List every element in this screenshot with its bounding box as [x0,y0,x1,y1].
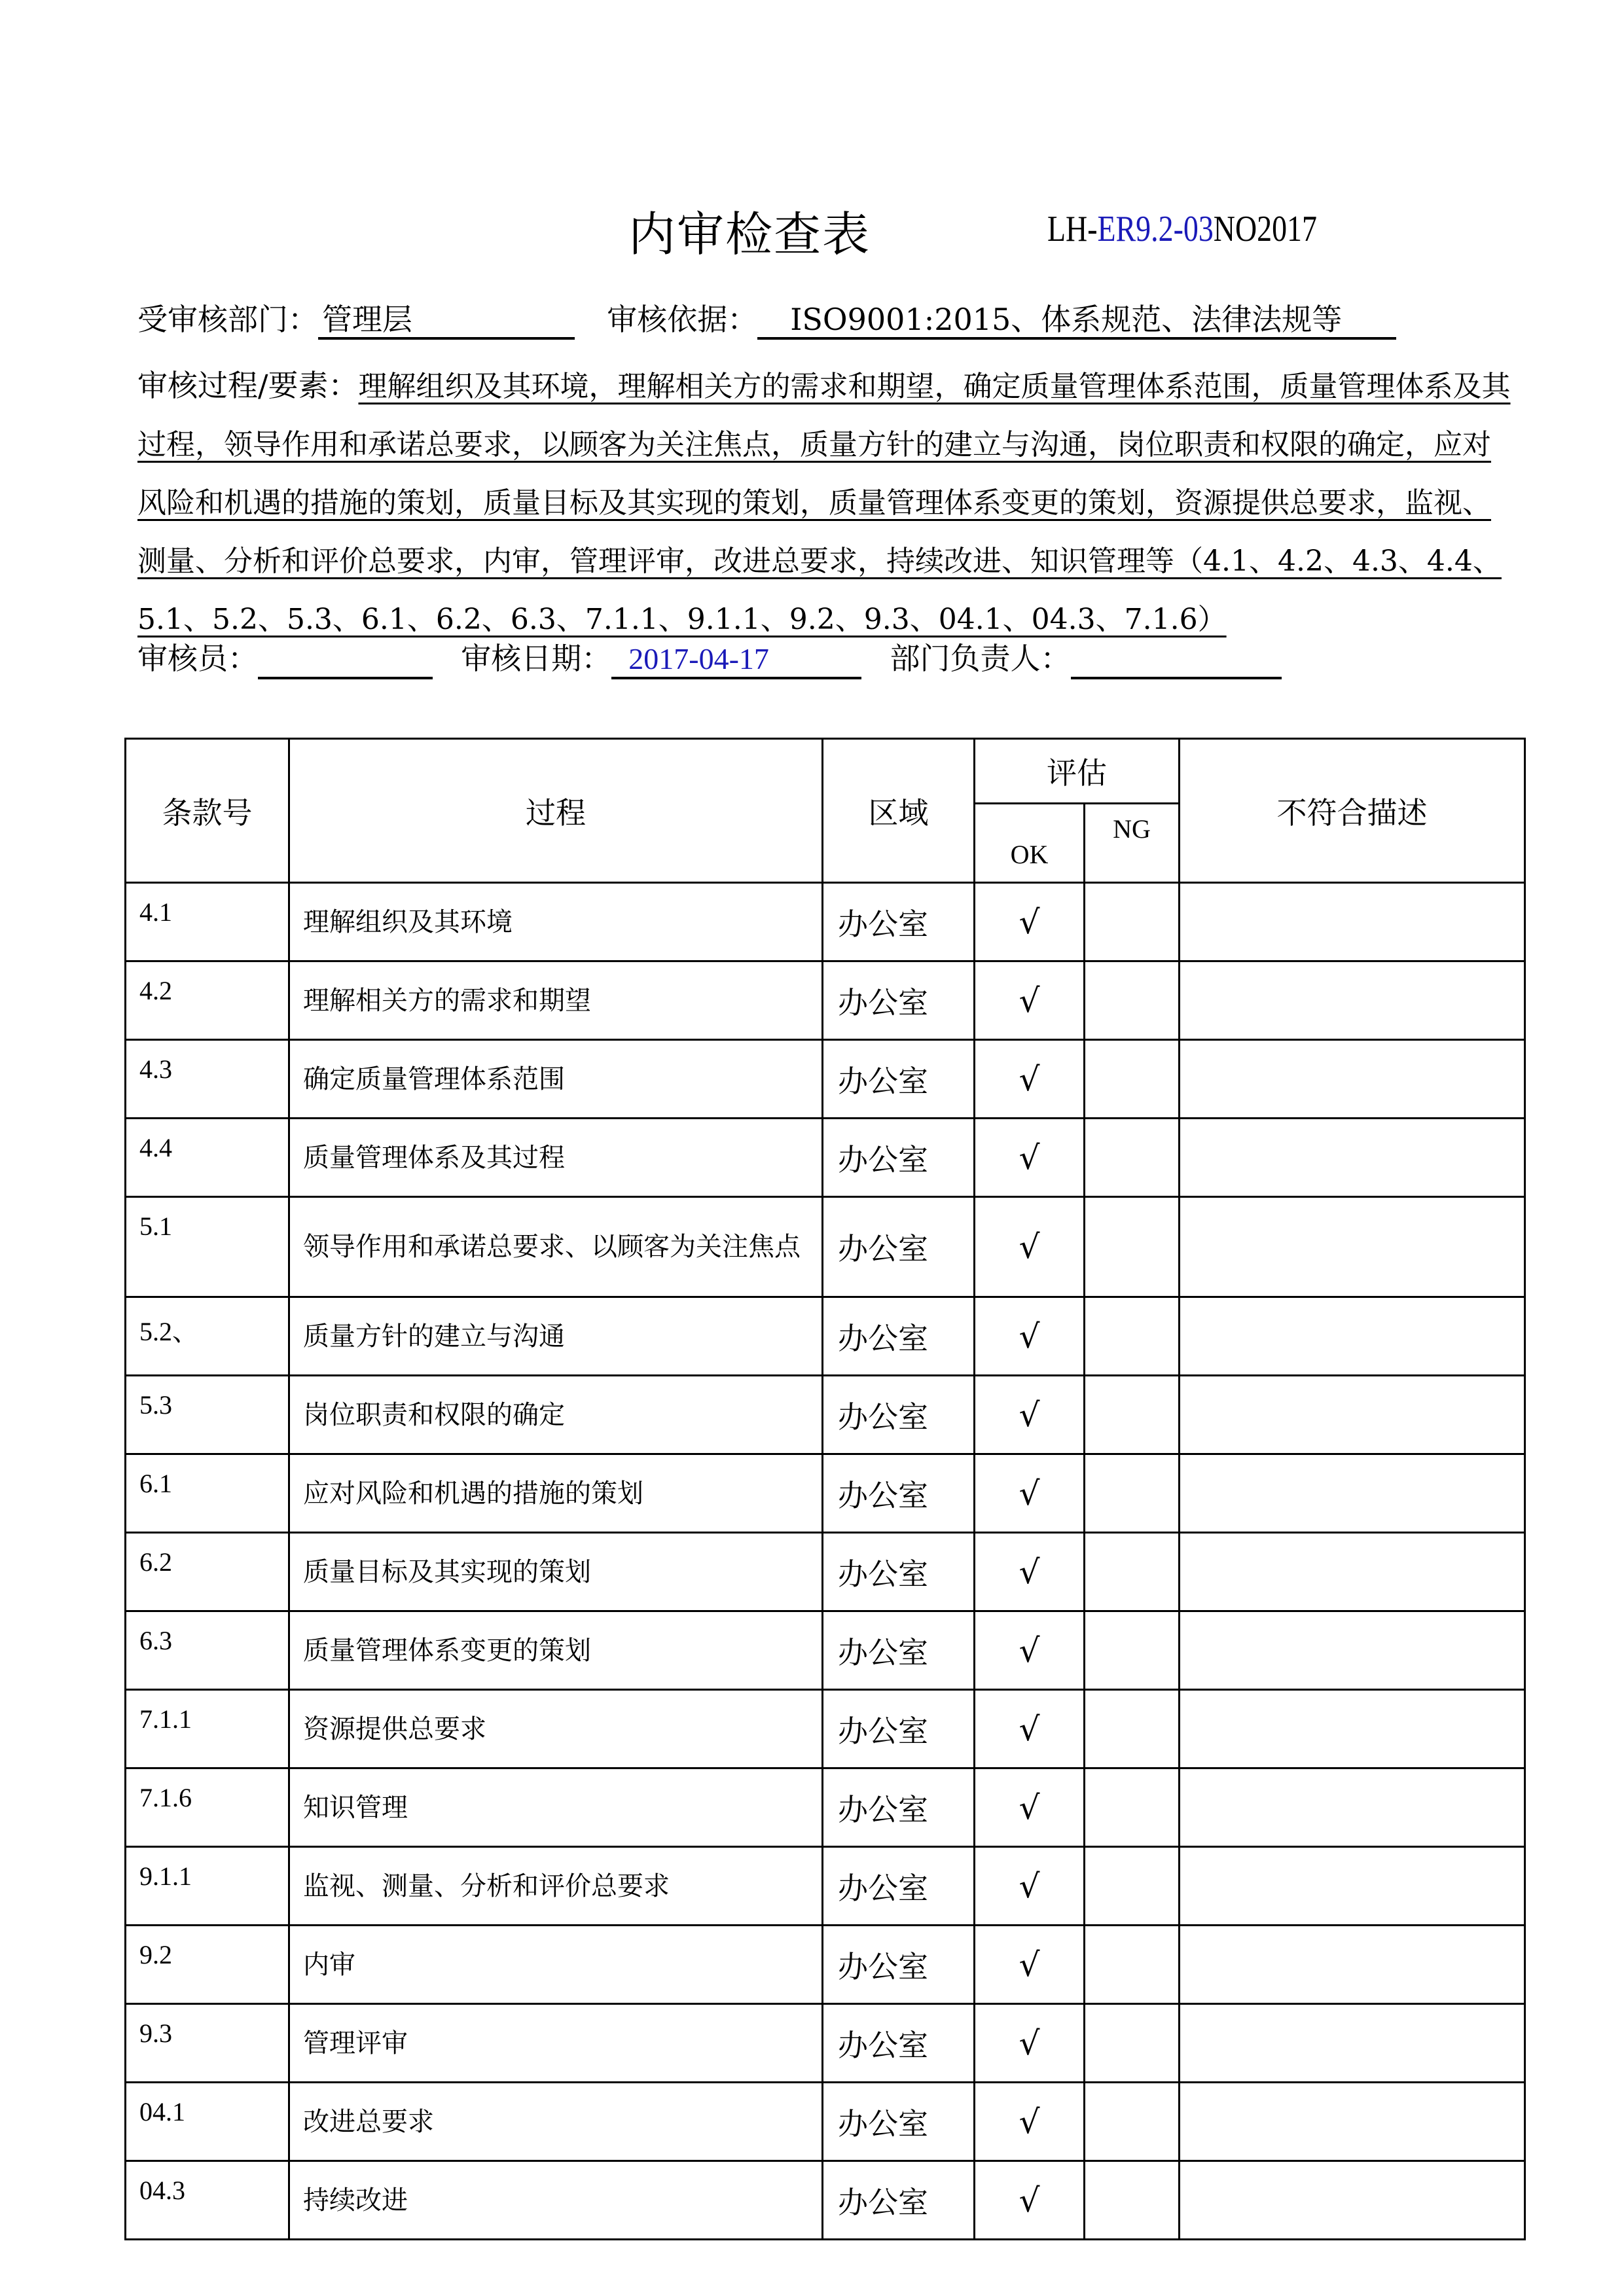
audit-checklist-table [124,738,1526,2240]
process-cell: 持续改进 [289,2161,823,2240]
process-label: 审核过程/要素： [137,368,359,403]
ok-cell[interactable]: √ [975,961,1085,1040]
info-line-3 [137,635,1282,679]
audit-process-paragraph [137,357,1512,649]
nonconformity-cell[interactable] [1180,1926,1525,2004]
clause-cell: 04.1 [126,2083,289,2161]
table-row [126,1926,1525,2004]
clause-cell: 6.1 [126,1454,289,1533]
ok-cell[interactable]: √ [975,1768,1085,1847]
area-cell: 办公室 [823,1297,975,1376]
doc-code-blue: ER9.2-03 [1097,209,1214,249]
process-cell: 理解相关方的需求和期望 [289,961,823,1040]
process-cell: 监视、测量、分析和评价总要求 [289,1847,823,1926]
table-row [126,1690,1525,1768]
header-evaluation: 评估 [975,739,1180,804]
ng-cell[interactable] [1085,1533,1180,1611]
ok-cell[interactable]: √ [975,2083,1085,2161]
ng-cell[interactable] [1085,961,1180,1040]
clause-cell: 9.2 [126,1926,289,2004]
area-cell: 办公室 [823,1376,975,1454]
area-cell: 办公室 [823,2083,975,2161]
table-row [126,961,1525,1040]
ng-cell[interactable] [1085,1454,1180,1533]
ok-cell[interactable]: √ [975,1119,1085,1197]
process-field[interactable]: 理解组织及其环境，理解相关方的需求和期望，确定质量管理体系范围，质量管理体系及其过程，领导作用和承诺总要求，以顾客为关注焦点，质量方针的建立与沟通，岗位职责和权限的确定，应对风险和机遇的措施的策划，质量目标及其实现的策划，质量管理体系变更的策划，资源提供总要求，监视、测量、分析和评价总要求，内审，管理评审，改进总要求，持续改进、知识管理等（4.1、4.2、4.3、4.4、5.1、5.2、5.3、6.1、6.2、6.3、7.1.1、9.1.1、9.2、9.3、04.1、04.3、7.1.6） [137,370,1511,636]
nonconformity-cell[interactable] [1180,1768,1525,1847]
table-row [126,1197,1525,1297]
ok-cell[interactable]: √ [975,1297,1085,1376]
table-row [126,1533,1525,1611]
ng-cell[interactable] [1085,883,1180,961]
ng-cell[interactable] [1085,1197,1180,1297]
ok-cell[interactable]: √ [975,1197,1085,1297]
nonconformity-cell[interactable] [1180,2083,1525,2161]
table-header-row [126,739,1525,804]
header-area: 区域 [823,739,975,883]
page-title: 内审检查表 [628,207,871,262]
nonconformity-cell[interactable] [1180,1297,1525,1376]
clause-cell: 4.2 [126,961,289,1040]
ng-cell[interactable] [1085,2083,1180,2161]
ok-cell[interactable]: √ [975,1376,1085,1454]
header-ng: NG [1085,804,1180,883]
area-cell: 办公室 [823,1533,975,1611]
table-row [126,1768,1525,1847]
process-cell: 领导作用和承诺总要求、以顾客为关注焦点 [289,1197,823,1297]
area-cell: 办公室 [823,1611,975,1690]
nonconformity-cell[interactable] [1180,883,1525,961]
area-cell: 办公室 [823,1119,975,1197]
table-row [126,2083,1525,2161]
header-ok: OK [975,804,1085,883]
nonconformity-cell[interactable] [1180,2004,1525,2083]
doc-code-suffix: NO2017 [1213,209,1317,249]
table-row [126,1297,1525,1376]
table-row [126,1847,1525,1926]
process-cell: 岗位职责和权限的确定 [289,1376,823,1454]
ok-cell[interactable]: √ [975,1533,1085,1611]
nonconformity-cell[interactable] [1180,1454,1525,1533]
nonconformity-cell[interactable] [1180,961,1525,1040]
clause-cell: 9.1.1 [126,1847,289,1926]
clause-cell: 5.3 [126,1376,289,1454]
basis-field[interactable]: ISO9001:2015、体系规范、法律法规等 [757,302,1396,340]
nonconformity-cell[interactable] [1180,1533,1525,1611]
ng-cell[interactable] [1085,1376,1180,1454]
dept-label: 受审核部门： [137,302,318,337]
area-cell: 办公室 [823,2004,975,2083]
table-row [126,1040,1525,1119]
process-cell: 改进总要求 [289,2083,823,2161]
document-code [1047,208,1317,250]
table-row [126,1454,1525,1533]
process-cell: 确定质量管理体系范围 [289,1040,823,1119]
dept-field[interactable]: 管理层 [318,302,575,340]
process-cell: 质量管理体系及其过程 [289,1119,823,1197]
ng-cell[interactable] [1085,1611,1180,1690]
process-cell: 管理评审 [289,2004,823,2083]
nonconformity-cell[interactable] [1180,1197,1525,1297]
area-cell: 办公室 [823,2161,975,2240]
table-row [126,1376,1525,1454]
basis-label: 审核依据： [607,302,758,337]
clause-cell: 7.1.6 [126,1768,289,1847]
area-cell: 办公室 [823,1197,975,1297]
nonconformity-cell[interactable] [1180,1690,1525,1768]
clause-cell: 4.4 [126,1119,289,1197]
clause-cell: 04.3 [126,2161,289,2240]
table-row [126,1611,1525,1690]
table-row [126,1119,1525,1197]
ok-cell[interactable]: √ [975,1690,1085,1768]
area-cell: 办公室 [823,1768,975,1847]
clause-cell: 5.2、 [126,1297,289,1376]
clause-cell: 7.1.1 [126,1690,289,1768]
ok-cell[interactable]: √ [975,1454,1085,1533]
table-row [126,2161,1525,2240]
clause-cell: 5.1 [126,1197,289,1297]
header-nonconformity: 不符合描述 [1180,739,1525,883]
clause-cell: 4.1 [126,883,289,961]
nonconformity-cell[interactable] [1180,1376,1525,1454]
ng-cell[interactable] [1085,2004,1180,2083]
ok-cell[interactable]: √ [975,1847,1085,1926]
clause-cell: 6.2 [126,1533,289,1611]
area-cell: 办公室 [823,1454,975,1533]
area-cell: 办公室 [823,1040,975,1119]
ok-cell[interactable]: √ [975,1040,1085,1119]
process-cell: 质量方针的建立与沟通 [289,1297,823,1376]
date-label: 审核日期： [461,641,612,676]
ok-cell[interactable]: √ [975,883,1085,961]
manager-label: 部门负责人： [890,641,1071,676]
area-cell: 办公室 [823,961,975,1040]
nonconformity-cell[interactable] [1180,1119,1525,1197]
ng-cell[interactable] [1085,1926,1180,2004]
area-cell: 办公室 [823,1690,975,1768]
process-cell: 资源提供总要求 [289,1690,823,1768]
process-cell: 质量目标及其实现的策划 [289,1533,823,1611]
process-cell: 应对风险和机遇的措施的策划 [289,1454,823,1533]
process-cell: 内审 [289,1926,823,2004]
auditor-label: 审核员： [137,641,258,676]
clause-cell: 9.3 [126,2004,289,2083]
process-cell: 理解组织及其环境 [289,883,823,961]
ng-cell[interactable] [1085,1119,1180,1197]
ng-cell[interactable] [1085,1690,1180,1768]
area-cell: 办公室 [823,883,975,961]
header-process: 过程 [289,739,823,883]
clause-cell: 6.3 [126,1611,289,1690]
table-row [126,2004,1525,2083]
ng-cell[interactable] [1085,1847,1180,1926]
process-cell: 知识管理 [289,1768,823,1847]
date-field[interactable]: 2017-04-17 [611,642,861,679]
ng-cell[interactable] [1085,1768,1180,1847]
ok-cell[interactable]: √ [975,1926,1085,2004]
process-cell: 质量管理体系变更的策划 [289,1611,823,1690]
nonconformity-cell[interactable] [1180,1847,1525,1926]
ok-cell[interactable]: √ [975,2161,1085,2240]
header-clause: 条款号 [126,739,289,883]
doc-code-prefix: LH- [1047,209,1098,249]
clause-cell: 4.3 [126,1040,289,1119]
info-line-1 [137,296,1396,340]
manager-field[interactable] [1071,644,1282,679]
ok-cell[interactable]: √ [975,2004,1085,2083]
nonconformity-cell[interactable] [1180,2161,1525,2240]
table-row [126,883,1525,961]
ng-cell[interactable] [1085,1297,1180,1376]
nonconformity-cell[interactable] [1180,1040,1525,1119]
nonconformity-cell[interactable] [1180,1611,1525,1690]
auditor-field[interactable] [258,644,433,679]
ok-cell[interactable]: √ [975,1611,1085,1690]
area-cell: 办公室 [823,1926,975,2004]
ng-cell[interactable] [1085,2161,1180,2240]
ng-cell[interactable] [1085,1040,1180,1119]
area-cell: 办公室 [823,1847,975,1926]
